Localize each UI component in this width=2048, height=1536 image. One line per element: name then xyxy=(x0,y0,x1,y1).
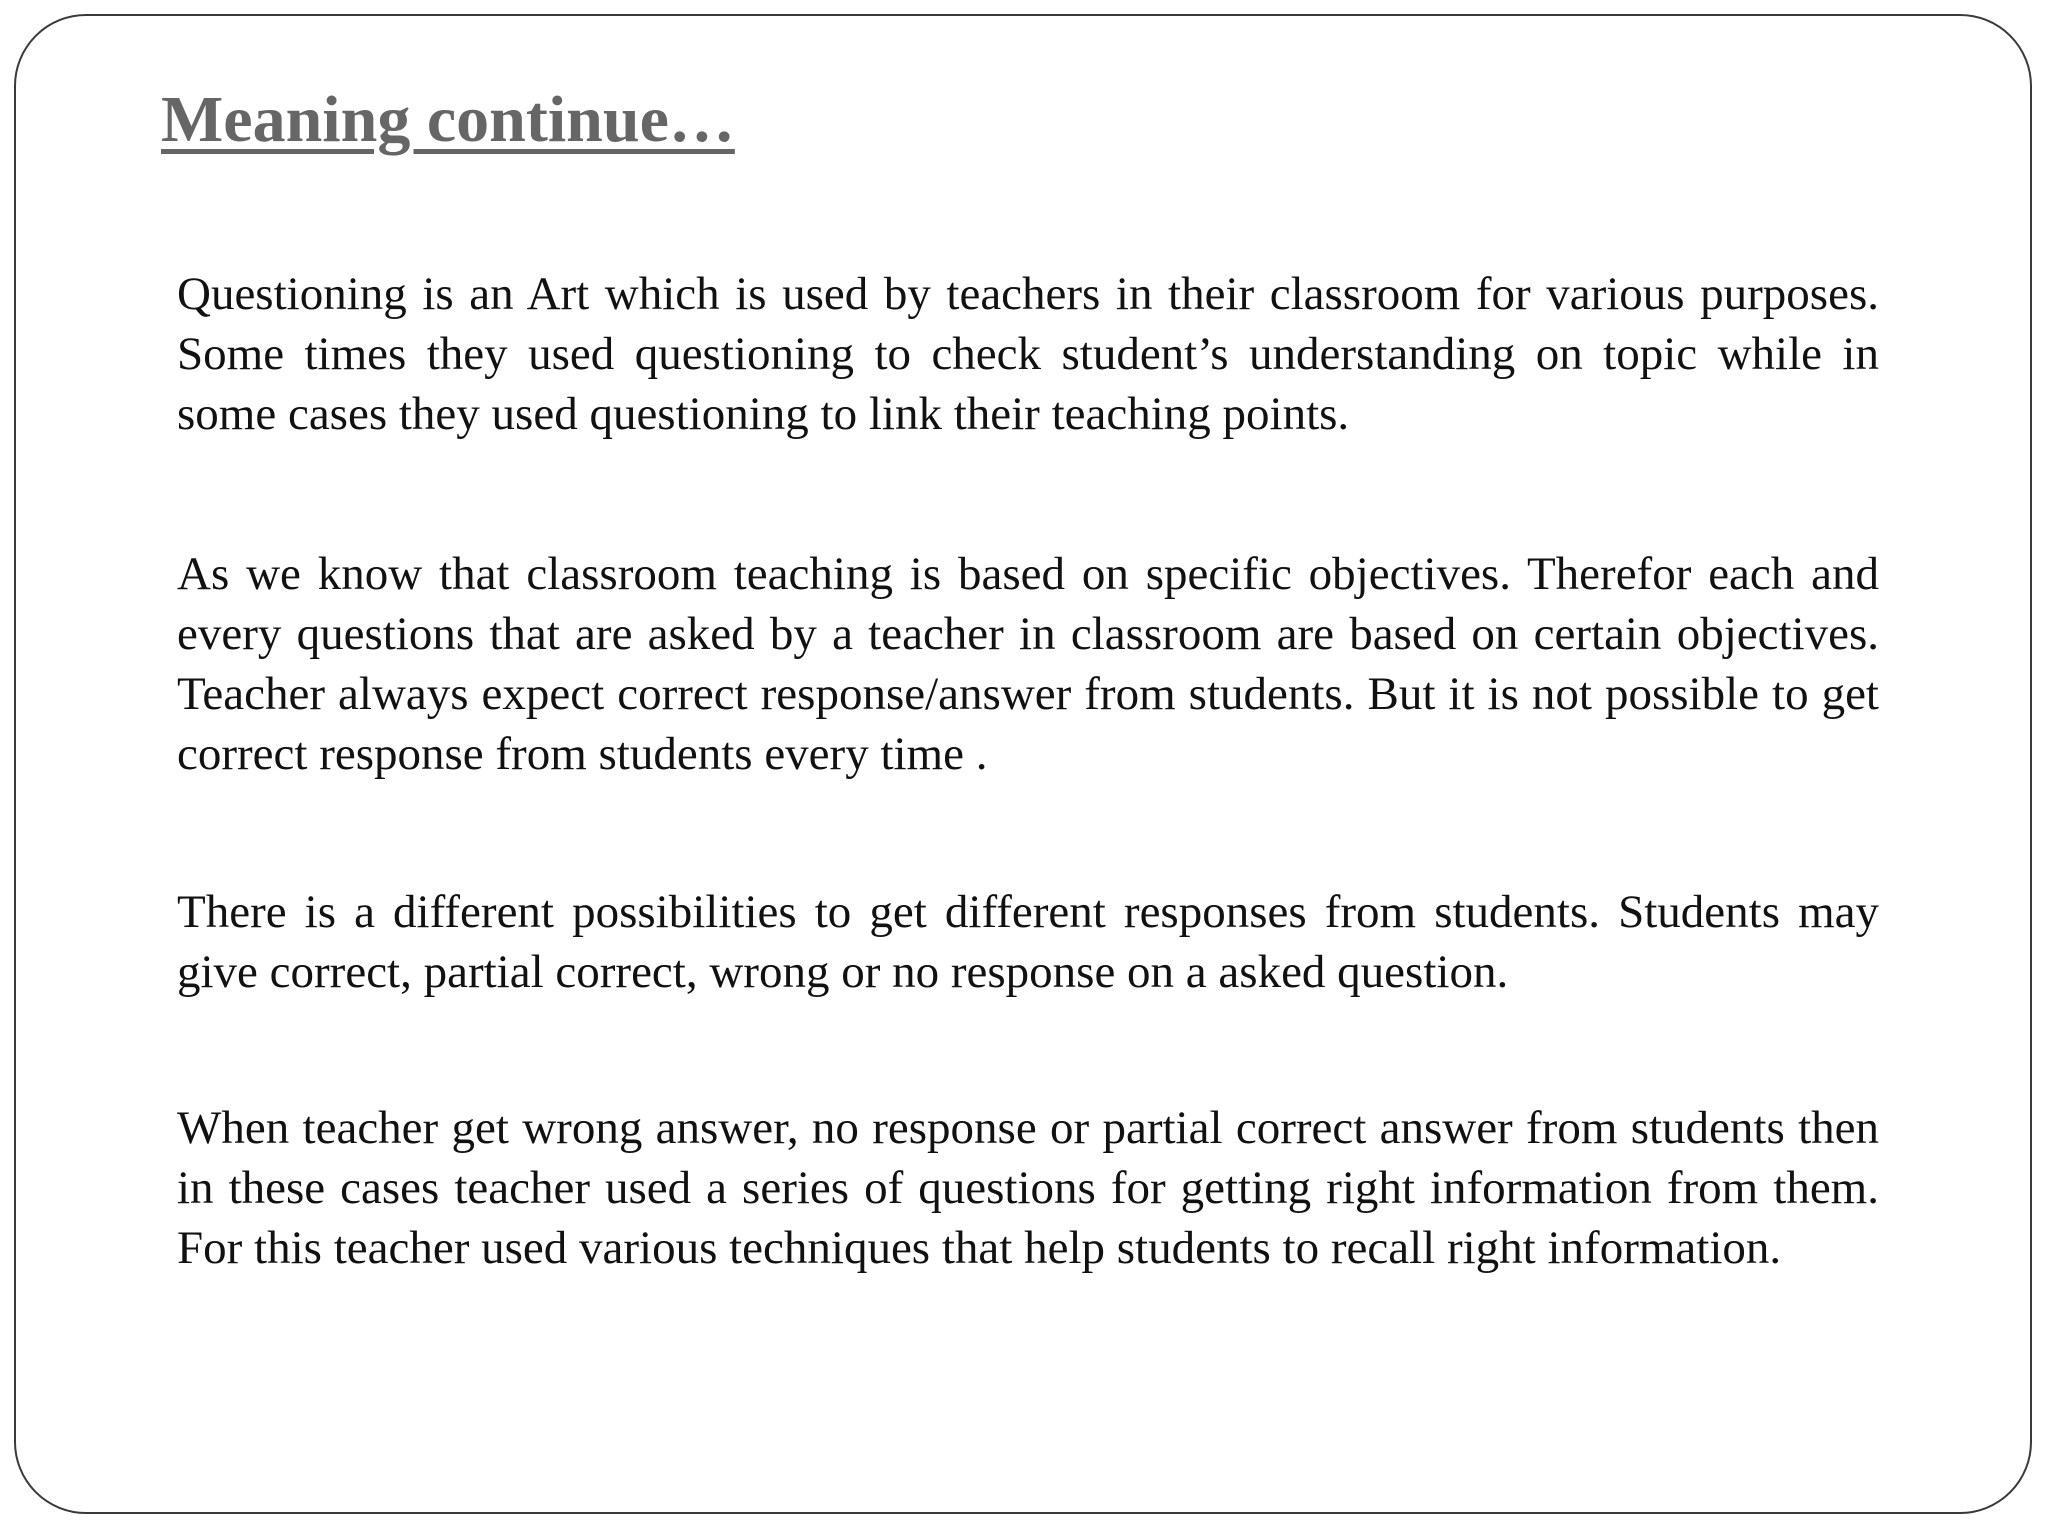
slide-body xyxy=(177,264,1879,1278)
paragraph-questioning-art: Questioning is an Art which is used by teachers in their classroom for various purposes. Some times they used questioning to check student’s understanding on topic while in some cases they used questioning to link their teaching points. xyxy=(177,268,1879,440)
slide-frame xyxy=(14,14,2032,1514)
paragraph-possibilities: There is a different possibilities to get different responses from students. Students may give correct, partial correct, wrong or no response on a asked question. xyxy=(177,886,1879,998)
paragraph-techniques: When teacher get wrong answer, no response or partial correct answer from students then in these cases teacher used a series of questions for getting right information from them. For this teacher used various techniques that help students to recall right information. xyxy=(177,1102,1879,1274)
slide-title: Meaning continue… xyxy=(161,83,735,156)
paragraph-objectives: As we know that classroom teaching is based on specific objectives. Therefor each and every questions that are asked by a teacher in classroom are based on certain objectives. Teacher always expect correct response/answer from students. But it is not possible to get correct response from students every time . xyxy=(177,548,1879,780)
